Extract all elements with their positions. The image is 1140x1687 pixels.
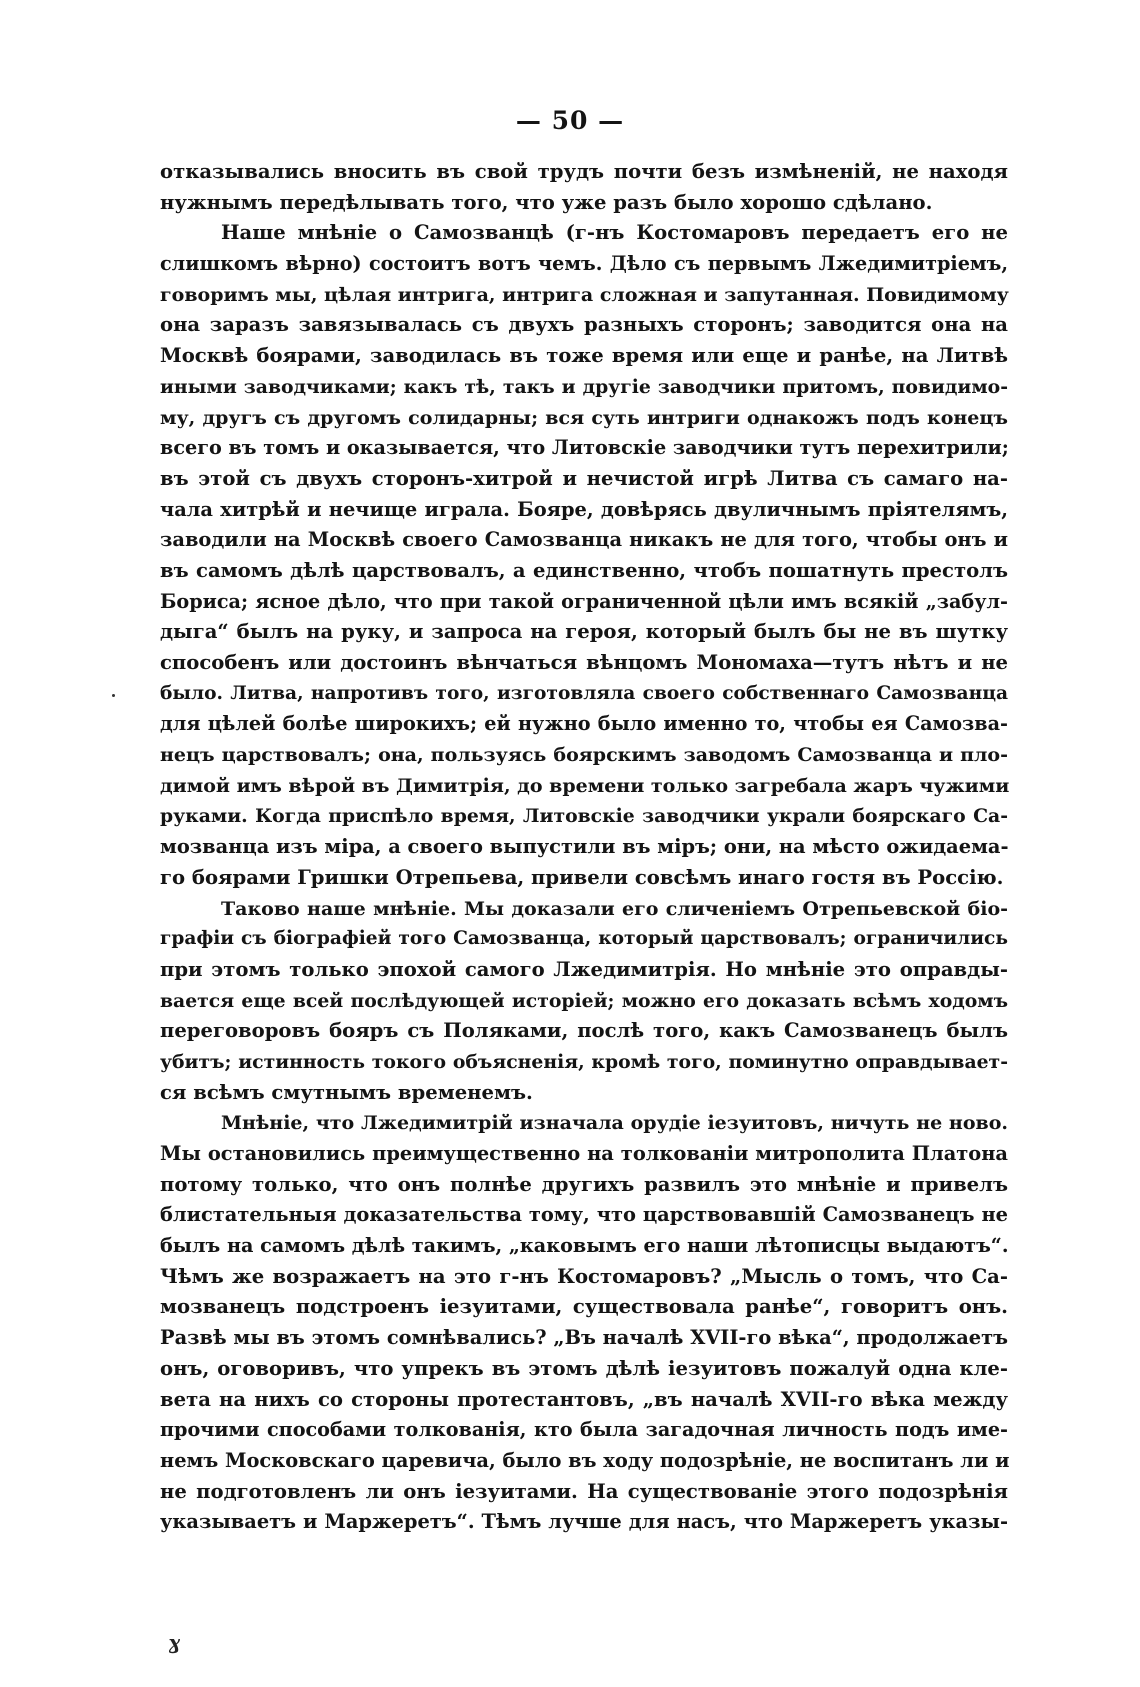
text-line: мозванца изъ міра, а своего выпустили въ міръ; они, на мѣсто ожидаема-	[160, 835, 1009, 859]
text-line: нужнымъ передѣлывать того, что уже разъ было хорошо сдѣлано.	[160, 190, 933, 214]
text-line: переговоровъ бояръ съ Поляками, послѣ того, какъ Самозванецъ былъ	[160, 1019, 1008, 1043]
text-line: Бориса; ясное дѣло, что при такой ограниченной цѣли имъ всякій „забул-	[160, 589, 1008, 613]
text-line: для цѣлей болѣе широкихъ; ей нужно было именно то, чтобы ея Самозва-	[160, 712, 1008, 736]
text-line: ся всѣмъ смутнымъ временемъ.	[160, 1080, 533, 1104]
margin-mark: ɣ	[168, 1630, 181, 1654]
text-line: Таково наше мнѣніе. Мы доказали его сличеніемъ Отрепьевской біо-	[221, 897, 1008, 920]
text-line: потому только, что онъ полнѣе другихъ развилъ это мнѣніе и привелъ	[160, 1172, 1008, 1196]
text-line: былъ на самомъ дѣлѣ такимъ, „каковымъ его наши лѣтописцы выдаютъ“.	[160, 1234, 1009, 1258]
text-line: му, другъ съ другомъ солидарны; вся суть интриги однакожъ подъ конецъ	[160, 406, 1008, 429]
text-line: иными заводчиками; какъ тѣ, такъ и другіе заводчики притомъ, повидимо-	[160, 375, 1008, 398]
text-line: она заразъ завязывалась съ двухъ разныхъ сторонъ; заводится она на	[160, 313, 1008, 337]
page-number: — 50 —	[515, 106, 625, 135]
text-line: го боярами Гришки Отрепьева, привели совсѣмъ инаго гостя въ Россію.	[160, 865, 1004, 889]
text-line: онъ, оговоривъ, что упрекъ въ этомъ дѣлѣ іезуитовъ пожалуй одна кле-	[160, 1356, 1008, 1380]
text-line: говоримъ мы, цѣлая интрига, интрига сложная и запутанная. Повидимому	[160, 283, 1009, 306]
text-line: въ самомъ дѣлѣ царствовалъ, а единственно, чтобъ пошатнуть престолъ	[160, 558, 1008, 582]
text-line: не подготовленъ ли онъ іезуитами. На существованіе этого подозрѣнія	[160, 1479, 1008, 1503]
text-line: Чѣмъ же возражаетъ на это г-нъ Костомаровъ? „Мысль о томъ, что Са-	[160, 1264, 1008, 1288]
text-line: вета на нихъ со стороны протестантовъ, „въ началѣ XVII-го вѣка между	[160, 1387, 1008, 1411]
text-line: всего въ томъ и оказывается, что Литовскіе заводчики тутъ перехитрили;	[160, 436, 1009, 460]
text-line: Москвѣ боярами, заводилась въ тоже время или еще и ранѣе, на Литвѣ	[160, 344, 1008, 368]
text-line: было. Литва, напротивъ того, изготовляла своего собственнаго Самозванца	[160, 682, 1008, 704]
text-line: блистательныя доказательства тому, что царствовавшій Самозванецъ не	[160, 1203, 1008, 1227]
text-line: чала хитрѣй и нечище играла. Бояре, довѣрясь двуличнымъ пріятелямъ,	[160, 497, 1008, 521]
body-text	[160, 157, 1008, 1538]
text-line: вается еще всей послѣдующей исторіей; можно его доказать всѣмъ ходомъ	[160, 989, 1008, 1012]
text-line: немъ Московскаго царевича, было въ ходу подозрѣніе, не воспитанъ ли и	[160, 1448, 1010, 1472]
text-line: убитъ; истинность токого объясненія, кромѣ того, поминутно оправдывает-	[160, 1050, 1008, 1073]
text-line: графіи съ біографіей того Самозванца, который царствовалъ; ограничились	[160, 928, 1008, 950]
text-line: дыга“ былъ на руку, и запроса на героя, который былъ бы не въ шутку	[160, 620, 1008, 644]
print-speck	[112, 694, 115, 697]
text-line: способенъ или достоинъ вѣнчаться вѣнцомъ Мономаха—тутъ нѣтъ и не	[160, 651, 1008, 674]
text-line: Развѣ мы въ этомъ сомнѣвались? „Въ началѣ XVII-го вѣка“, продолжаетъ	[160, 1326, 1008, 1350]
text-line: мозванецъ подстроенъ іезуитами, существовала ранѣе“, говоритъ онъ.	[160, 1295, 1008, 1319]
text-line: руками. Когда приспѣло время, Литовскіе заводчики украли боярскаго Са-	[160, 805, 1008, 828]
text-line: Мнѣніе, что Лжедимитрій изначала орудіе іезуитовъ, ничуть не ново.	[221, 1112, 1008, 1135]
text-line: въ этой съ двухъ сторонъ-хитрой и нечистой игрѣ Литва съ самаго на-	[160, 466, 1008, 490]
text-line: заводили на Москвѣ своего Самозванца никакъ не для того, чтобы онъ и	[160, 528, 1008, 552]
text-line: прочими способами толкованія, кто была загадочная личность подъ име-	[160, 1418, 1008, 1442]
text-line: Наше мнѣніе о Самозванцѣ (г-нъ Костомаровъ передаетъ его не	[221, 221, 1008, 245]
text-line: указываетъ и Маржеретъ“. Тѣмъ лучше для насъ, что Маржеретъ указы-	[160, 1510, 1008, 1534]
text-line: при этомъ только эпохой самого Лжедимитрія. Но мнѣніе это оправды-	[160, 957, 1008, 981]
text-line: слишкомъ вѣрно) состоитъ вотъ чемъ. Дѣло съ первымъ Лжедимитріемъ,	[160, 252, 1008, 276]
text-line: отказывались вносить въ свой трудъ почти безъ измѣненій, не находя	[160, 160, 1008, 183]
text-line: Мы остановились преимущественно на толкованіи митрополита Платона	[160, 1142, 1008, 1165]
text-line: нецъ царствовалъ; она, пользуясь боярскимъ заводомъ Самозванца и пло-	[160, 744, 1008, 767]
text-line: димой имъ вѣрой въ Димитрія, до времени только загребала жаръ чужими	[160, 774, 1010, 797]
